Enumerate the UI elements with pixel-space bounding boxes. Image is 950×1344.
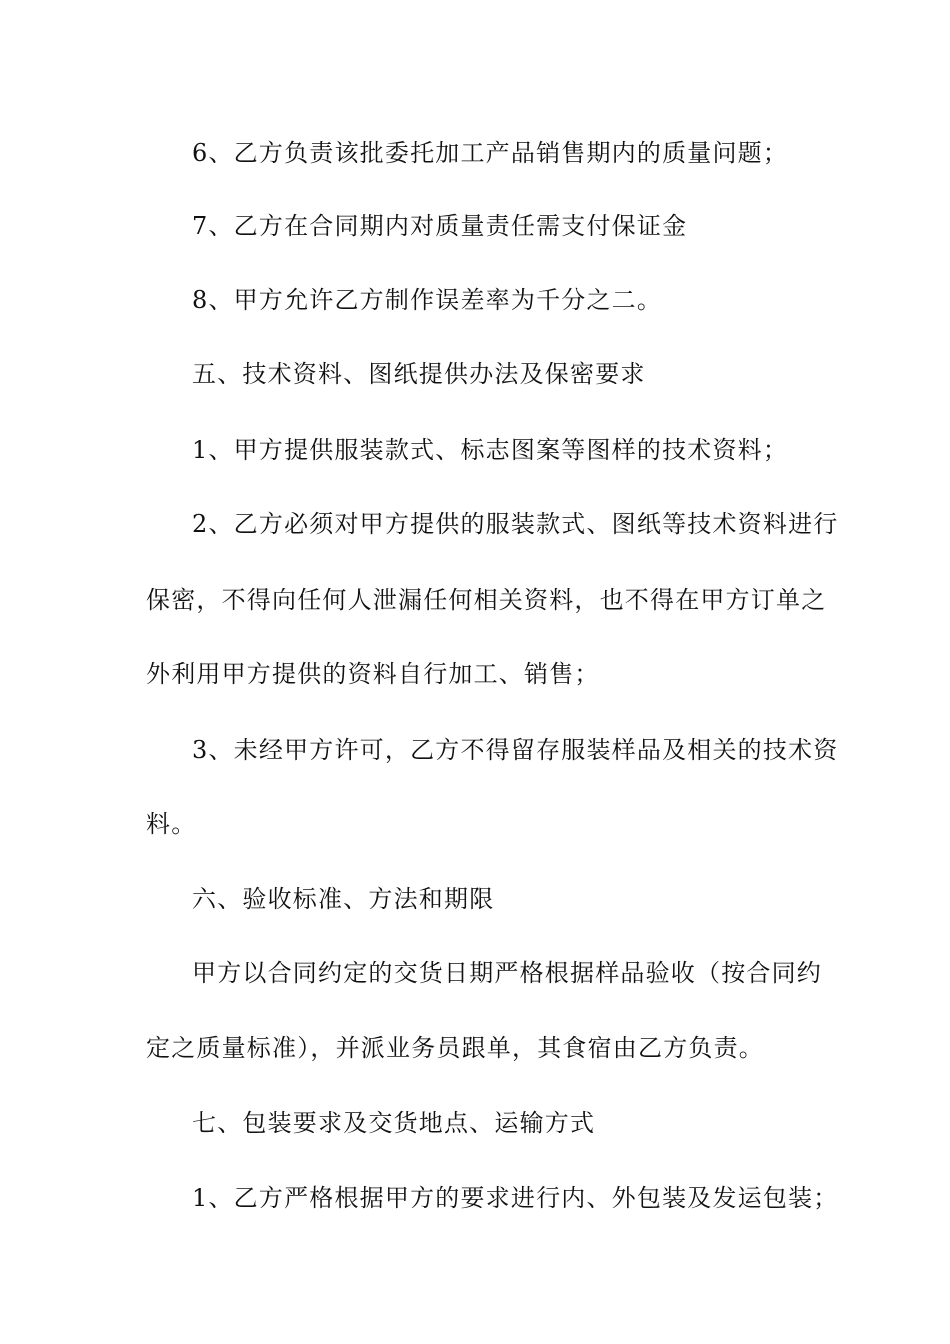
section-5-item-3-line-2: 料。 [146,810,197,838]
section-5-item-2-line-1: 2、乙方必须对甲方提供的服装款式、图纸等技术资料进行 [192,510,839,538]
section-5-item-1: 1、甲方提供服装款式、标志图案等图样的技术资料； [192,436,789,464]
clause-6-quality-responsibility: 6、乙方负责该批委托加工产品销售期内的质量问题； [192,139,789,167]
section-6-heading: 六、验收标准、方法和期限 [192,885,495,913]
section-5-item-2-line-3: 外利用甲方提供的资料自行加工、销售； [146,660,600,688]
section-5-heading: 五、技术资料、图纸提供办法及保密要求 [192,360,646,388]
section-7-item-1: 1、乙方严格根据甲方的要求进行内、外包装及发运包装； [192,1184,839,1212]
section-5-item-3-line-1: 3、未经甲方许可，乙方不得留存服装样品及相关的技术资 [192,736,839,764]
section-6-paragraph-line-1: 甲方以合同约定的交货日期严格根据样品验收（按合同约 [192,959,822,987]
section-5-item-2-line-2: 保密，不得向任何人泄漏任何相关资料，也不得在甲方订单之 [146,586,827,614]
section-7-heading: 七、包装要求及交货地点、运输方式 [192,1109,596,1137]
clause-8-error-rate: 8、甲方允许乙方制作误差率为千分之二。 [192,286,663,314]
section-6-paragraph-line-2: 定之质量标准），并派业务员跟单，其食宿由乙方负责。 [146,1034,764,1062]
clause-7-deposit: 7、乙方在合同期内对质量责任需支付保证金 [192,212,688,240]
